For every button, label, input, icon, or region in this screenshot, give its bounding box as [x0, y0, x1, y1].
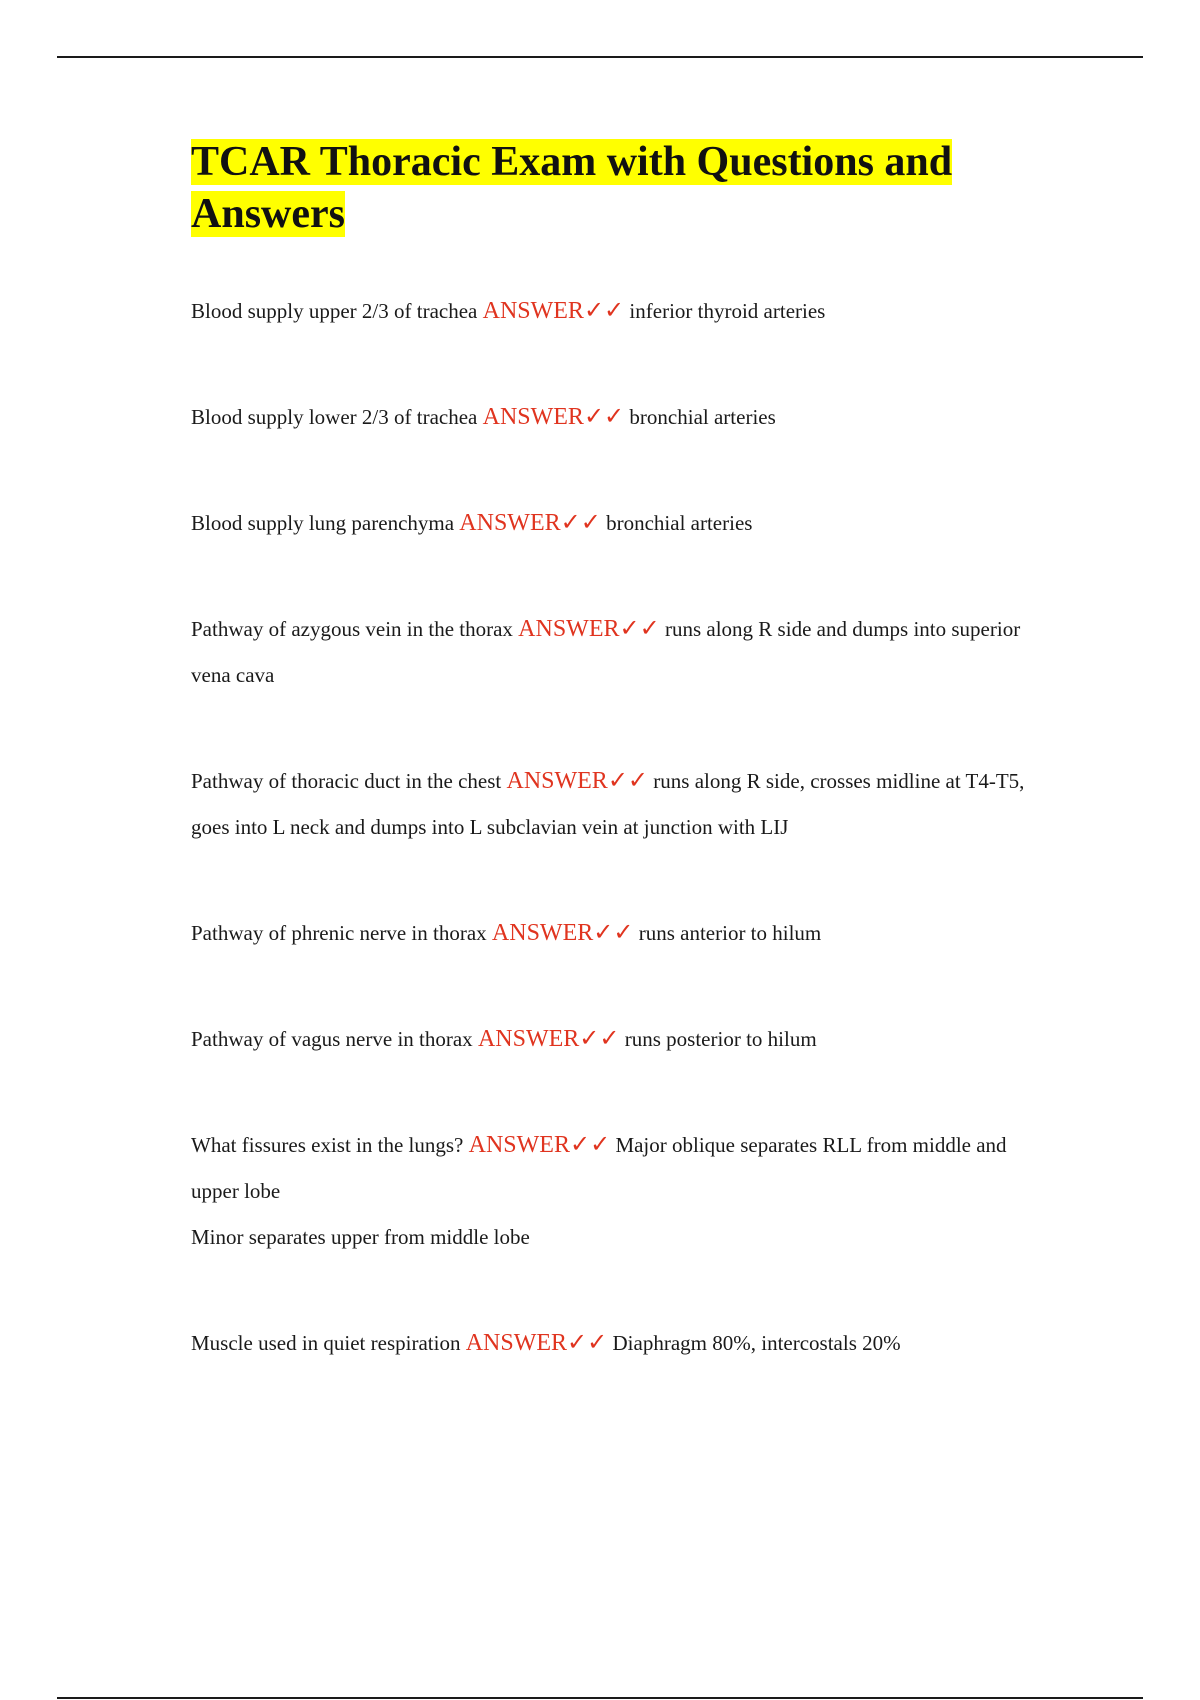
answer-text: Major oblique separates RLL from middle and upper lobe — [191, 1133, 1007, 1203]
page-title — [191, 136, 1041, 240]
answer-text: runs anterior to hilum — [638, 921, 822, 945]
answer-tag: ANSWER✓✓ — [465, 1330, 608, 1356]
question-text: Blood supply upper 2/3 of trachea — [191, 299, 478, 323]
qa-list — [191, 288, 1041, 1366]
qa-item — [191, 1122, 1041, 1260]
answer-tag: ANSWER✓✓ — [468, 1132, 611, 1158]
question-text: Pathway of vagus nerve in thorax — [191, 1027, 473, 1051]
answer-tag: ANSWER✓✓ — [482, 298, 625, 324]
page-title-text: TCAR Thoracic Exam with Questions and Answers — [191, 139, 953, 237]
top-rule — [57, 56, 1143, 58]
answer-text: bronchial arteries — [606, 511, 753, 535]
qa-item — [191, 758, 1041, 850]
question-text: Muscle used in quiet respiration — [191, 1331, 461, 1355]
question-text: What fissures exist in the lungs? — [191, 1133, 464, 1157]
bottom-rule — [57, 1697, 1143, 1699]
answer-tag: ANSWER✓✓ — [482, 404, 625, 430]
answer-tag: ANSWER✓✓ — [506, 768, 649, 794]
answer-text: runs along R side and dumps into superior vena cava — [191, 617, 1021, 687]
qa-item — [191, 1320, 1041, 1366]
answer-text: Diaphragm 80%, intercostals 20% — [612, 1331, 901, 1355]
answer-tag: ANSWER✓✓ — [477, 1026, 620, 1052]
qa-item — [191, 500, 1041, 546]
qa-item — [191, 1016, 1041, 1062]
question-text: Pathway of azygous vein in the thorax — [191, 617, 513, 641]
document-body — [191, 136, 1041, 1426]
qa-item — [191, 606, 1041, 698]
question-text: Pathway of thoracic duct in the chest — [191, 769, 502, 793]
answer-extra-text: Minor separates upper from middle lobe — [191, 1225, 530, 1249]
question-text: Blood supply lower 2/3 of trachea — [191, 405, 478, 429]
answer-text: runs along R side, crosses midline at T4-T5, goes into L neck and dumps into L subclavian vein at junction with LIJ — [191, 769, 1025, 839]
qa-item — [191, 394, 1041, 440]
answer-tag: ANSWER✓✓ — [491, 920, 634, 946]
qa-item — [191, 910, 1041, 956]
answer-text: inferior thyroid arteries — [629, 299, 826, 323]
answer-tag: ANSWER✓✓ — [518, 616, 660, 642]
question-text: Pathway of phrenic nerve in thorax — [191, 921, 487, 945]
answer-text: bronchial arteries — [629, 405, 776, 429]
answer-text: runs posterior to hilum — [624, 1027, 817, 1051]
question-text: Blood supply lung parenchyma — [191, 511, 455, 535]
qa-item — [191, 288, 1041, 334]
answer-tag: ANSWER✓✓ — [459, 510, 601, 536]
